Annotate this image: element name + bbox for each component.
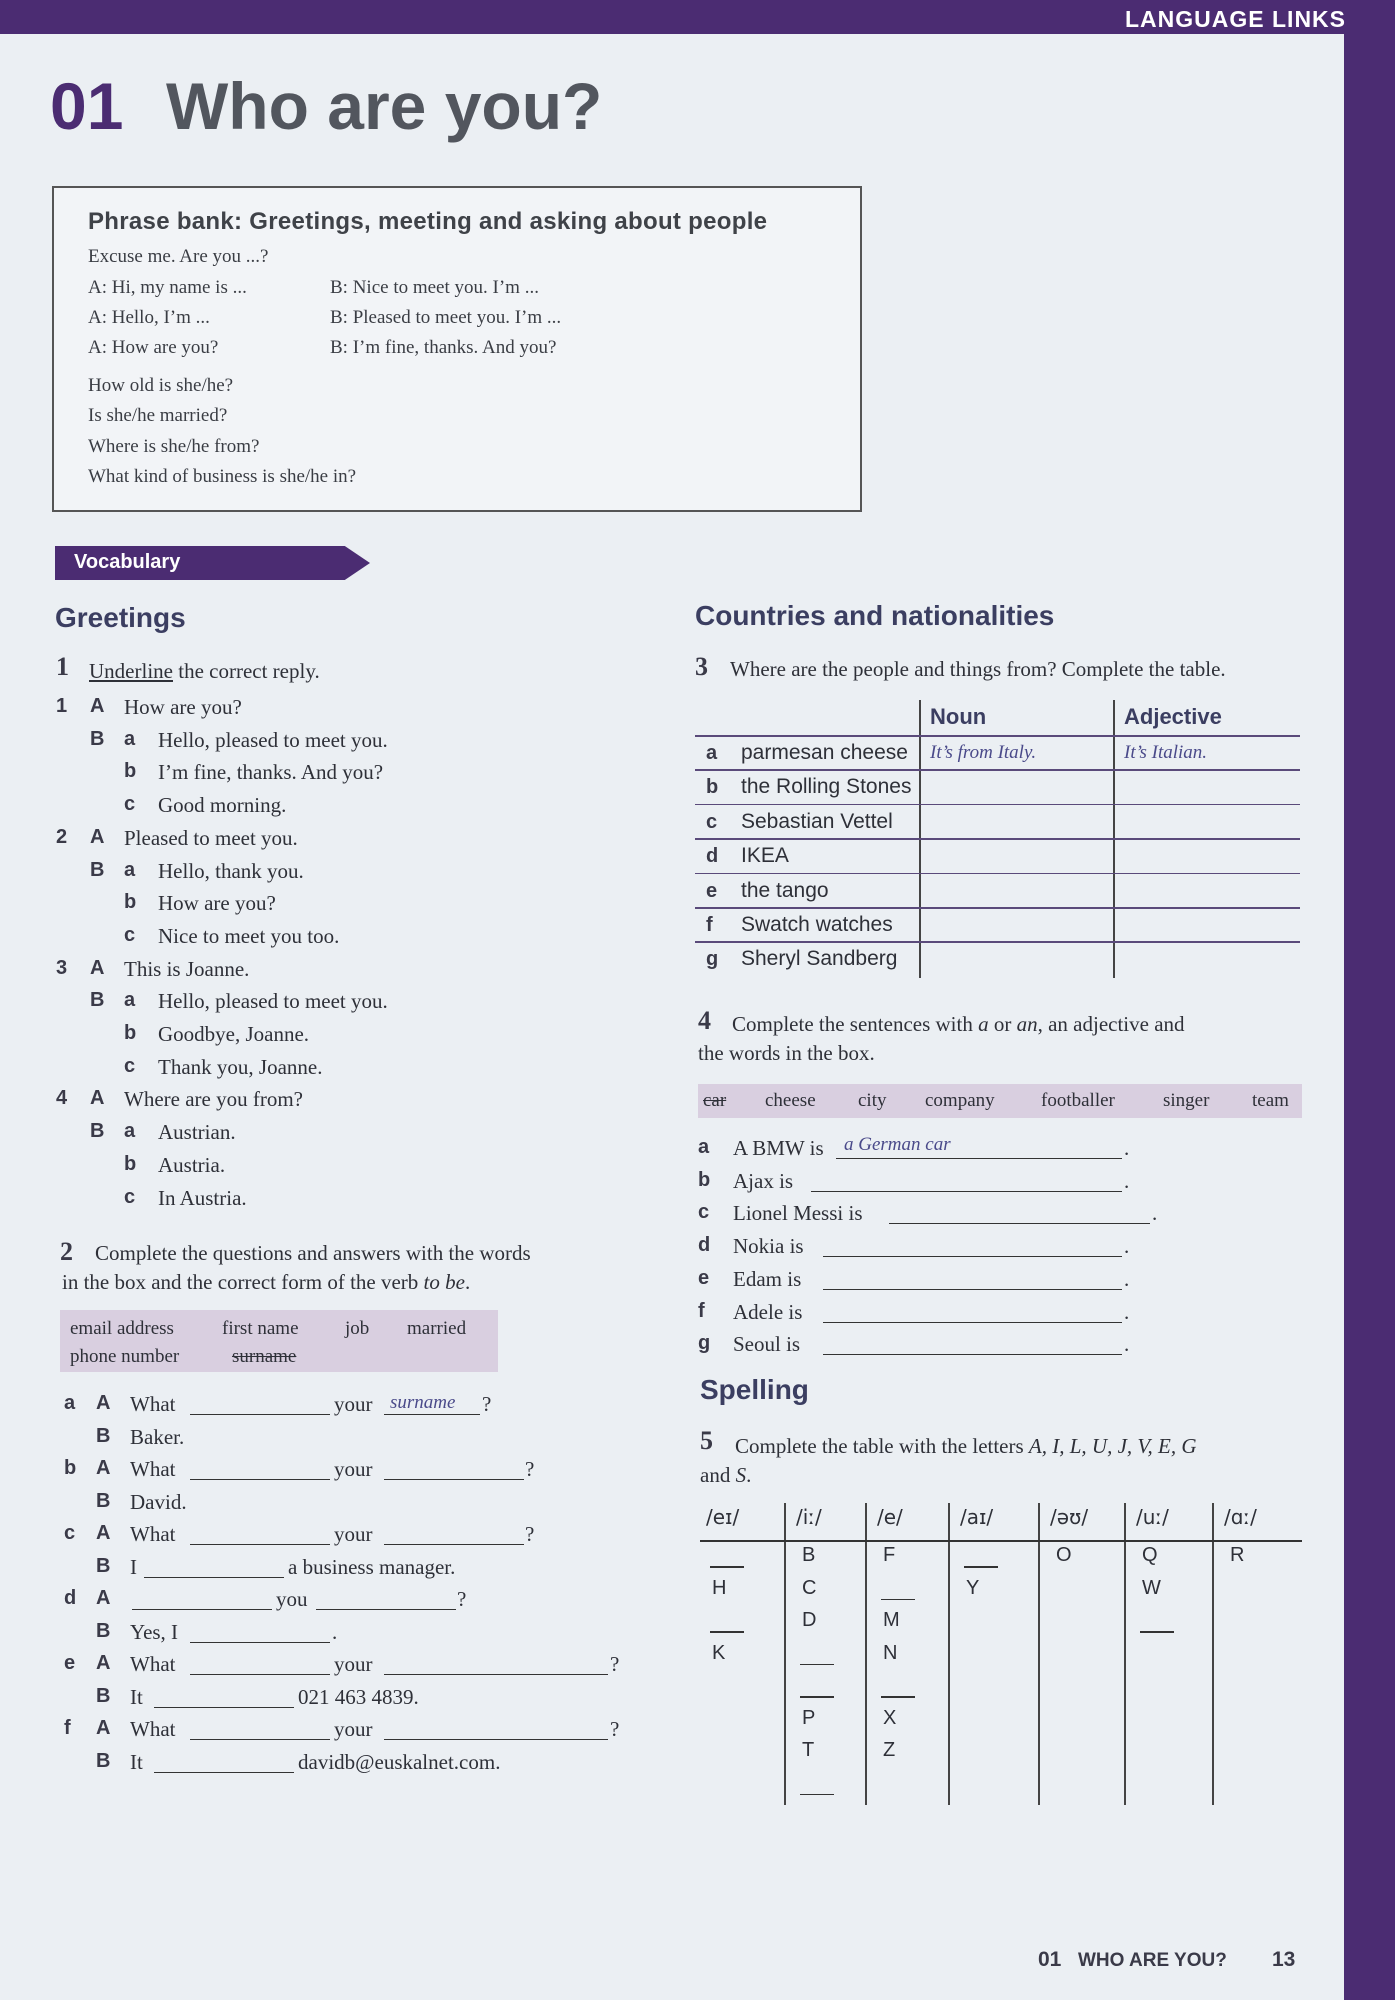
option-letter: c (124, 923, 136, 946)
noun-answer: It’s from Italy. (930, 742, 1037, 763)
header-rule (700, 1540, 1302, 1542)
column-header: Noun (930, 704, 987, 729)
question-word: What (130, 1522, 176, 1546)
row-letter: c (706, 810, 718, 833)
question-word: What (130, 1652, 176, 1676)
item-letter: b (698, 1168, 711, 1191)
reply-option: Thank you, Joanne. (158, 1054, 323, 1079)
punctuation: ? (482, 1392, 492, 1416)
box-word: cheese (765, 1090, 816, 1111)
answer-blank (823, 1335, 1122, 1355)
prompt-text: How are you? (124, 695, 242, 719)
speaker-letter: B (96, 1424, 111, 1447)
row-letter: f (64, 1717, 71, 1739)
column-divider (1038, 1503, 1040, 1805)
speaker-letter: B (90, 858, 105, 881)
adjective-answer: It’s Italian. (1124, 742, 1208, 763)
letter-cell: F (883, 1544, 896, 1566)
option-letter: a (124, 858, 136, 881)
column-divider (1212, 1503, 1214, 1805)
question-word: What (130, 1717, 176, 1741)
punctuation: . (1152, 1201, 1158, 1226)
reply-option: How are you? (158, 891, 276, 916)
row-item: Swatch watches (741, 913, 893, 936)
punctuation: . (1124, 1299, 1130, 1324)
footer-unit: 01 (1038, 1948, 1062, 1971)
speaker-letter: A (90, 956, 105, 979)
question-word: your (334, 1457, 373, 1481)
punctuation: ? (610, 1652, 620, 1676)
option-letter: b (124, 1022, 137, 1044)
letter-cell: B (802, 1544, 816, 1566)
box-word: email address (70, 1318, 174, 1339)
letter-cell: Z (883, 1739, 896, 1761)
letter-blank (710, 1566, 744, 1568)
sentence-start: Nokia is (733, 1234, 804, 1259)
answer-text: Baker. (130, 1424, 185, 1449)
phoneme-header: /ɑː/ (1224, 1505, 1257, 1529)
item-number: 1 (56, 695, 68, 717)
row-letter: d (706, 845, 719, 868)
answer-blank (384, 1525, 524, 1545)
letter-cell: X (883, 1706, 897, 1729)
right-margin-bar (1344, 0, 1395, 2000)
instruction-part: or (988, 1012, 1017, 1036)
answer-text: 021 463 4839. (298, 1684, 419, 1709)
box-word: company (925, 1090, 995, 1111)
exercise-instruction: the words in the box. (698, 1041, 875, 1065)
letter-blank (881, 1696, 915, 1698)
option-letter: c (124, 1185, 136, 1208)
instruction-italic: A, I, L, U, J, V, E, G (1028, 1434, 1197, 1458)
question-word: What (130, 1392, 176, 1416)
answer-blank (154, 1688, 294, 1708)
speaker-letter: B (90, 727, 105, 750)
column-header: Adjective (1124, 704, 1222, 729)
sentence-start: Edam is (733, 1266, 802, 1291)
letter-cell: M (883, 1609, 900, 1631)
instruction-rest: the correct reply. (172, 659, 320, 683)
row-letter: a (706, 742, 718, 764)
letter-cell: N (883, 1641, 898, 1664)
table-rule (695, 907, 1300, 909)
table-rule (695, 735, 1300, 737)
letter-cell: H (712, 1576, 727, 1599)
phoneme-header: /e/ (877, 1505, 903, 1529)
question-word: your (334, 1652, 373, 1676)
letter-cell: K (712, 1641, 726, 1664)
box-word-crossed: car (703, 1090, 727, 1111)
answer-text: It (130, 1749, 143, 1774)
instruction-part: Complete the table with the letters (735, 1434, 1029, 1458)
answer-blank (889, 1204, 1150, 1224)
speaker-letter: A (96, 1587, 111, 1609)
exercise-number: 4 (698, 1006, 711, 1035)
letter-blank (1140, 1631, 1174, 1633)
punctuation: . (1124, 1234, 1130, 1259)
phrase-bank-title: Phrase bank: Greetings, meeting and asking about people (88, 208, 768, 235)
item-number: 4 (56, 1087, 68, 1110)
table-rule (695, 769, 1300, 771)
phrase-line: Excuse me. Are you ...? (88, 246, 269, 267)
exercise-number: 3 (695, 652, 708, 681)
letter-cell: W (1142, 1576, 1161, 1599)
reply-option: I’m fine, thanks. And you? (158, 760, 384, 785)
letter-cell: T (802, 1739, 815, 1761)
instruction-italic: a (978, 1012, 989, 1036)
instruction-part: . (464, 1270, 471, 1294)
row-letter: f (706, 914, 713, 936)
phoneme-header: /eɪ/ (706, 1505, 740, 1529)
option-letter: c (124, 793, 136, 816)
letter-cell: R (1230, 1544, 1245, 1566)
answer-blank (384, 1720, 608, 1740)
punctuation: . (1124, 1332, 1130, 1357)
speaker-letter: A (96, 1392, 111, 1414)
answer-text: I (130, 1554, 137, 1579)
speaker-letter: A (96, 1717, 111, 1739)
item-letter: d (698, 1234, 711, 1257)
punctuation: ? (610, 1717, 620, 1741)
speaker-letter: B (96, 1749, 111, 1772)
page-title: Who are you? (166, 69, 603, 143)
row-item: the tango (741, 878, 829, 902)
column-divider (784, 1503, 786, 1805)
row-letter: b (706, 776, 719, 799)
example-answer: a German car (844, 1134, 951, 1155)
prompt-text: Pleased to meet you. (124, 825, 298, 850)
option-letter: b (124, 891, 137, 914)
option-letter: a (124, 989, 136, 1012)
vocabulary-label: Vocabulary (74, 551, 181, 573)
answer-blank (823, 1270, 1122, 1290)
question-word: What (130, 1457, 176, 1481)
exercise-instruction (89, 659, 320, 684)
answer-blank (823, 1303, 1122, 1323)
instruction-part: in the box and the correct form of the verb (62, 1270, 424, 1294)
reply-option: Nice to meet you too. (158, 923, 340, 948)
letter-cell: C (802, 1576, 817, 1599)
punctuation: ? (525, 1522, 535, 1546)
answer-text: David. (130, 1489, 187, 1514)
speaker-letter: B (96, 1619, 111, 1642)
phrase-line: What kind of business is she/he in? (88, 466, 357, 487)
phrase-line: B: I’m fine, thanks. And you? (330, 337, 557, 358)
letter-blank (800, 1794, 834, 1796)
exercise-instruction (700, 1463, 751, 1488)
letter-blank (800, 1696, 834, 1698)
underline-word: Underline (89, 659, 173, 683)
phoneme-header: /əʊ/ (1050, 1505, 1089, 1529)
prompt-text: This is Joanne. (124, 956, 250, 981)
speaker-letter: B (96, 1684, 111, 1707)
letter-blank (800, 1664, 834, 1666)
table-rule (695, 873, 1300, 875)
item-letter: e (698, 1266, 710, 1289)
column-divider (865, 1503, 867, 1805)
speaker-letter: A (96, 1457, 111, 1479)
table-rule (695, 804, 1300, 806)
row-letter: e (64, 1652, 76, 1674)
instruction-part: and (700, 1463, 736, 1487)
instruction-italic: S (735, 1463, 747, 1487)
letter-cell: Y (966, 1576, 980, 1599)
greetings-heading: Greetings (55, 602, 186, 633)
answer-blank (384, 1655, 608, 1675)
answer-blank (190, 1395, 330, 1415)
row-letter: c (64, 1522, 76, 1544)
speaker-letter: A (90, 1087, 105, 1110)
phrase-line: B: Pleased to meet you. I’m ... (330, 307, 562, 328)
table-rule (695, 941, 1300, 943)
exercise-number: 1 (56, 652, 69, 681)
footer-title: WHO ARE YOU? (1078, 1950, 1227, 1971)
column-divider (948, 1503, 950, 1805)
box-word: team (1252, 1090, 1289, 1111)
phrase-line: A: Hi, my name is ... (88, 277, 247, 298)
letter-blank (964, 1566, 998, 1568)
reply-option: Hello, pleased to meet you. (158, 989, 388, 1014)
item-letter: f (698, 1299, 705, 1322)
phrase-line: A: Hello, I’m ... (88, 307, 210, 328)
answer-blank (190, 1525, 330, 1545)
exercise-instruction: Complete the questions and answers with the words (95, 1241, 531, 1265)
box-word: city (858, 1090, 887, 1111)
punctuation: ? (457, 1587, 467, 1611)
letter-cell: D (802, 1609, 817, 1631)
answer-blank (190, 1655, 330, 1675)
speaker-letter: B (90, 989, 105, 1012)
sentence-start: Adele is (733, 1299, 803, 1324)
answer-text: Yes, I (130, 1619, 179, 1644)
row-item: Sebastian Vettel (741, 809, 893, 833)
table-rule (695, 838, 1300, 840)
letter-cell: Q (1142, 1544, 1158, 1566)
section-label: LANGUAGE LINKS (1125, 6, 1346, 32)
row-letter: a (64, 1392, 76, 1414)
answer-blank (316, 1590, 456, 1610)
reply-option: Austria. (158, 1152, 226, 1177)
phrase-line: Is she/he married? (88, 405, 228, 426)
exercise-number: 2 (60, 1237, 73, 1266)
page-number: 13 (1272, 1948, 1296, 1971)
speaker-letter: B (96, 1489, 111, 1512)
row-item: IKEA (741, 844, 789, 868)
sentence-start: A BMW is (733, 1136, 824, 1160)
exercise-instruction (62, 1270, 470, 1295)
instruction-part: . (746, 1463, 752, 1487)
exercise-instruction: Where are the people and things from? Complete the table. (730, 657, 1226, 681)
exercise-instruction (732, 1012, 1185, 1037)
answer-blank (384, 1460, 524, 1480)
reply-option: Good morning. (158, 793, 287, 818)
answer-blank (154, 1753, 294, 1773)
speaker-letter: B (96, 1554, 111, 1577)
reply-option: Goodbye, Joanne. (158, 1022, 310, 1046)
box-word: footballer (1041, 1090, 1115, 1111)
question-word: your (334, 1522, 373, 1546)
answer-blank (190, 1460, 330, 1480)
answer-blank (811, 1172, 1122, 1192)
row-item: Sheryl Sandberg (741, 947, 898, 971)
punctuation: . (1124, 1266, 1130, 1291)
phrase-line: B: Nice to meet you. I’m ... (330, 277, 539, 298)
column-divider (1124, 1503, 1126, 1805)
row-letter: e (706, 879, 718, 902)
instruction-italic: an (1016, 1012, 1038, 1036)
phoneme-header: /uː/ (1136, 1505, 1169, 1529)
answer-blank (823, 1237, 1122, 1257)
speaker-letter: A (96, 1522, 111, 1544)
reply-option: Hello, pleased to meet you. (158, 727, 388, 752)
exercise-instruction (735, 1434, 1197, 1459)
row-letter: b (64, 1457, 77, 1479)
answer-blank (144, 1558, 284, 1578)
phoneme-header: /aɪ/ (960, 1505, 994, 1529)
phrase-line: How old is she/he? (88, 375, 234, 396)
speaker-letter: B (90, 1120, 105, 1143)
box-word: singer (1163, 1090, 1210, 1111)
item-letter: a (698, 1136, 710, 1158)
option-letter: a (124, 727, 136, 750)
question-word: you (276, 1587, 308, 1611)
example-answer: surname (390, 1392, 456, 1413)
answer-blank (190, 1623, 330, 1643)
punctuation: ? (525, 1457, 535, 1481)
unit-number: 01 (50, 69, 124, 143)
reply-option: Austrian. (158, 1120, 236, 1145)
option-letter: a (124, 1120, 136, 1143)
spelling-heading: Spelling (700, 1374, 809, 1405)
instruction-italic: to be (423, 1270, 465, 1294)
instruction-part: Complete the sentences with (732, 1012, 979, 1036)
row-item: the Rolling Stones (741, 775, 912, 799)
item-number: 2 (56, 825, 68, 848)
row-item: parmesan cheese (741, 741, 908, 764)
question-word: your (334, 1392, 373, 1416)
option-letter: b (124, 760, 137, 783)
box-word: married (407, 1318, 467, 1339)
answer-blank (132, 1590, 272, 1610)
speaker-letter: A (90, 695, 105, 717)
phrase-line: A: How are you? (88, 337, 219, 358)
item-number: 3 (56, 956, 68, 979)
box-word: job (345, 1318, 370, 1339)
letter-cell: O (1056, 1544, 1072, 1566)
sentence-start: Ajax is (733, 1168, 794, 1193)
punctuation: . (1124, 1136, 1130, 1160)
box-word-crossed: surname (232, 1346, 297, 1367)
sentence-start: Lionel Messi is (733, 1201, 863, 1226)
option-letter: b (124, 1152, 137, 1175)
phoneme-header: /iː/ (796, 1505, 822, 1529)
answer-blank (190, 1720, 330, 1740)
item-letter: g (698, 1332, 711, 1355)
row-letter: g (706, 948, 719, 971)
option-letter: c (124, 1054, 136, 1077)
letter-blank (881, 1599, 915, 1601)
box-word: first name (222, 1318, 299, 1339)
prompt-text: Where are you from? (124, 1087, 303, 1112)
answer-text: a business manager. (288, 1554, 456, 1579)
punctuation: . (1124, 1168, 1130, 1193)
letter-cell: P (802, 1706, 816, 1729)
letter-blank (710, 1631, 744, 1633)
item-letter: c (698, 1201, 710, 1224)
sentence-start: Seoul is (733, 1332, 801, 1357)
reply-option: Hello, thank you. (158, 858, 304, 883)
exercise-number: 5 (700, 1426, 713, 1455)
countries-heading: Countries and nationalities (695, 600, 1055, 631)
answer-text: davidb@euskalnet.com. (298, 1749, 501, 1774)
phrase-line: Where is she/he from? (88, 436, 260, 457)
punctuation: . (332, 1619, 338, 1644)
row-letter: d (64, 1587, 77, 1609)
reply-option: In Austria. (158, 1185, 247, 1210)
speaker-letter: A (96, 1652, 111, 1674)
question-word: your (334, 1717, 373, 1741)
instruction-part: , an adjective and (1037, 1012, 1185, 1036)
answer-text: It (130, 1684, 143, 1709)
speaker-letter: A (90, 825, 105, 848)
box-word: phone number (70, 1346, 180, 1367)
